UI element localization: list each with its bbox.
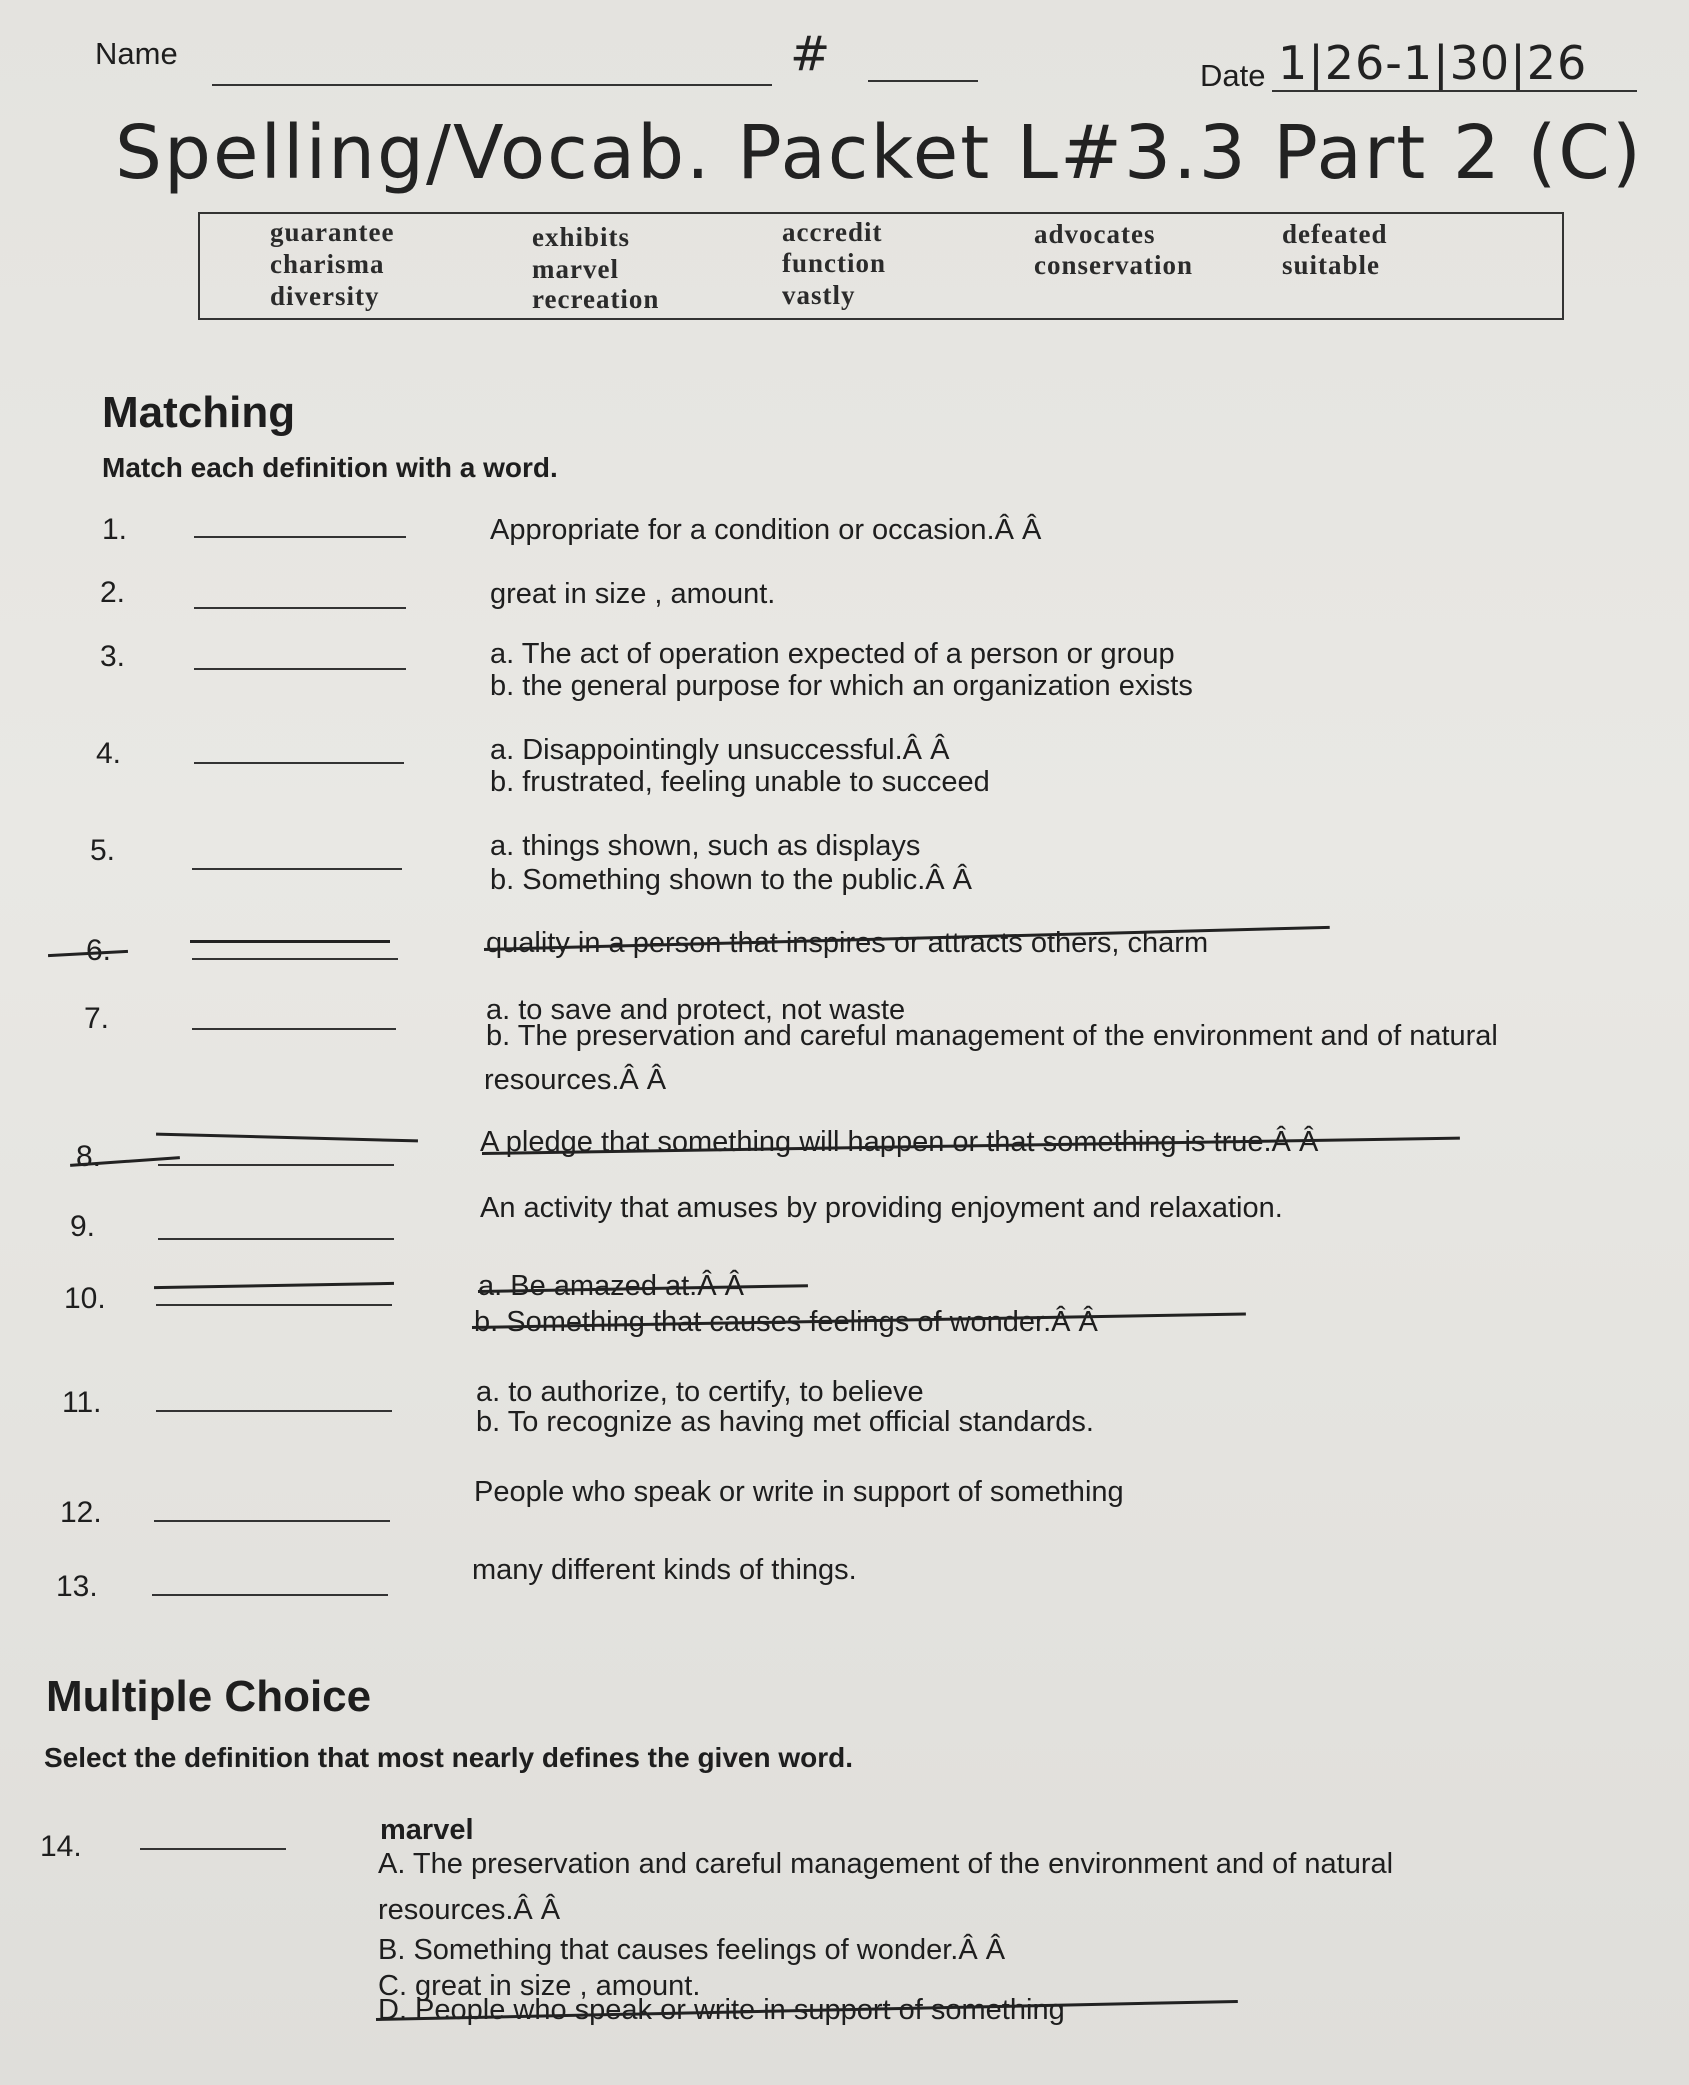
- item-number: 7.: [84, 1002, 110, 1035]
- definition-text: quality in a person that inspires or attracts others, charm: [486, 927, 1209, 959]
- answer-blank[interactable]: [156, 1304, 392, 1306]
- item-number: 3.: [100, 640, 126, 673]
- definition-text: a. to save and protect, not waste: [486, 994, 906, 1026]
- definition-text: b. Something shown to the public.Â Â: [490, 864, 973, 896]
- item-number: 6.: [86, 934, 112, 967]
- answer-blank[interactable]: [194, 762, 404, 764]
- definition-text: b. the general purpose for which an organization exists: [490, 670, 1193, 702]
- answer-blank[interactable]: [158, 1164, 394, 1166]
- strike-through: [154, 1282, 394, 1289]
- definition-text: a. The act of operation expected of a person or group: [490, 638, 1175, 670]
- definition-text: great in size , amount.: [490, 578, 776, 610]
- answer-blank[interactable]: [192, 958, 398, 960]
- handwritten-title: Spelling/Vocab. Packet L#3.3 Part 2 (C): [115, 110, 1643, 196]
- definition-text: Appropriate for a condition or occasion.Â Â: [490, 514, 1042, 546]
- answer-blank[interactable]: [192, 868, 402, 870]
- definition-text: resources.Â Â: [484, 1064, 667, 1096]
- choice-a-continued: resources.Â Â: [378, 1894, 561, 1926]
- answer-blank[interactable]: [158, 1238, 394, 1240]
- word-bank-item: diversity: [270, 281, 380, 311]
- date-label: Date: [1200, 58, 1266, 93]
- word-bank-item: accredit: [782, 217, 883, 247]
- answer-blank[interactable]: [194, 607, 406, 609]
- item-number: 14.: [40, 1830, 82, 1863]
- name-handwritten: #: [790, 26, 831, 82]
- item-number: 12.: [60, 1496, 102, 1529]
- definition-text: a. things shown, such as displays: [490, 830, 921, 862]
- item-number: 4.: [96, 737, 122, 770]
- word-bank-item: charisma: [270, 249, 385, 279]
- item-number: 5.: [90, 834, 116, 867]
- strike-through: [156, 1133, 418, 1143]
- item-number: 1.: [102, 513, 128, 546]
- definition-text: many different kinds of things.: [472, 1554, 857, 1586]
- definition-text: a. Be amazed at.Â Â: [478, 1270, 744, 1302]
- multiple-choice-instructions: Select the definition that most nearly defines the given word.: [44, 1742, 854, 1773]
- choice-d: D. People who speak or write in support of something: [378, 1994, 1065, 2026]
- definition-text: People who speak or write in support of something: [474, 1476, 1124, 1508]
- definition-text: An activity that amuses by providing enjoyment and relaxation.: [480, 1192, 1283, 1224]
- section-title-multiple-choice: Multiple Choice: [46, 1672, 372, 1721]
- word-bank-item: defeated: [1282, 219, 1388, 249]
- definition-text: b. To recognize as having met official standards.: [476, 1406, 1094, 1438]
- item-number: 10.: [64, 1282, 106, 1315]
- definition-text: a. Disappointingly unsuccessful.Â Â: [490, 734, 950, 766]
- word-bank-item: vastly: [782, 280, 856, 310]
- item-number: 9.: [70, 1210, 96, 1243]
- item-number: 13.: [56, 1570, 98, 1603]
- answer-blank[interactable]: [194, 668, 406, 670]
- answer-blank[interactable]: [156, 1410, 392, 1412]
- date-line: [1272, 90, 1637, 92]
- item-number: 11.: [62, 1386, 102, 1419]
- item-number: 8.: [76, 1140, 102, 1173]
- choice-a: A. The preservation and careful management of the environment and of natural: [378, 1848, 1394, 1880]
- answer-blank[interactable]: [194, 536, 406, 538]
- matching-instructions: Match each definition with a word.: [102, 452, 558, 483]
- definition-text: b. Something that causes feelings of wonder.Â Â: [474, 1306, 1098, 1338]
- choice-b: B. Something that causes feelings of wonder.Â Â: [378, 1934, 1006, 1966]
- question-word: marvel: [380, 1814, 474, 1846]
- name-label: Name: [95, 36, 178, 71]
- word-bank-item: conservation: [1034, 250, 1193, 280]
- strike-through: [190, 940, 390, 943]
- answer-blank[interactable]: [140, 1848, 286, 1850]
- choice-c: C. great in size , amount.: [378, 1970, 701, 2002]
- answer-blank[interactable]: [152, 1594, 388, 1596]
- answer-blank[interactable]: [192, 1028, 396, 1030]
- word-bank-item: marvel: [532, 254, 619, 284]
- definition-text: b. The preservation and careful management of the environment and of natural: [486, 1020, 1498, 1052]
- word-bank-item: function: [782, 248, 887, 278]
- word-bank-item: exhibits: [532, 222, 631, 252]
- name-line-extension: [868, 80, 978, 82]
- section-title-matching: Matching: [102, 388, 296, 437]
- definition-text: a. to authorize, to certify, to believe: [476, 1376, 924, 1408]
- word-bank-item: recreation: [532, 284, 660, 314]
- answer-blank[interactable]: [154, 1520, 390, 1522]
- definition-text: A pledge that something will happen or that something is true.Â Â: [480, 1126, 1319, 1158]
- name-line: [212, 84, 772, 86]
- date-handwritten: 1|26-1|30|26: [1278, 36, 1588, 90]
- word-bank-item: guarantee: [270, 217, 395, 247]
- word-bank-item: advocates: [1034, 219, 1156, 249]
- definition-text: b. frustrated, feeling unable to succeed: [490, 766, 990, 798]
- item-number: 2.: [100, 576, 126, 609]
- word-bank-item: suitable: [1282, 250, 1381, 280]
